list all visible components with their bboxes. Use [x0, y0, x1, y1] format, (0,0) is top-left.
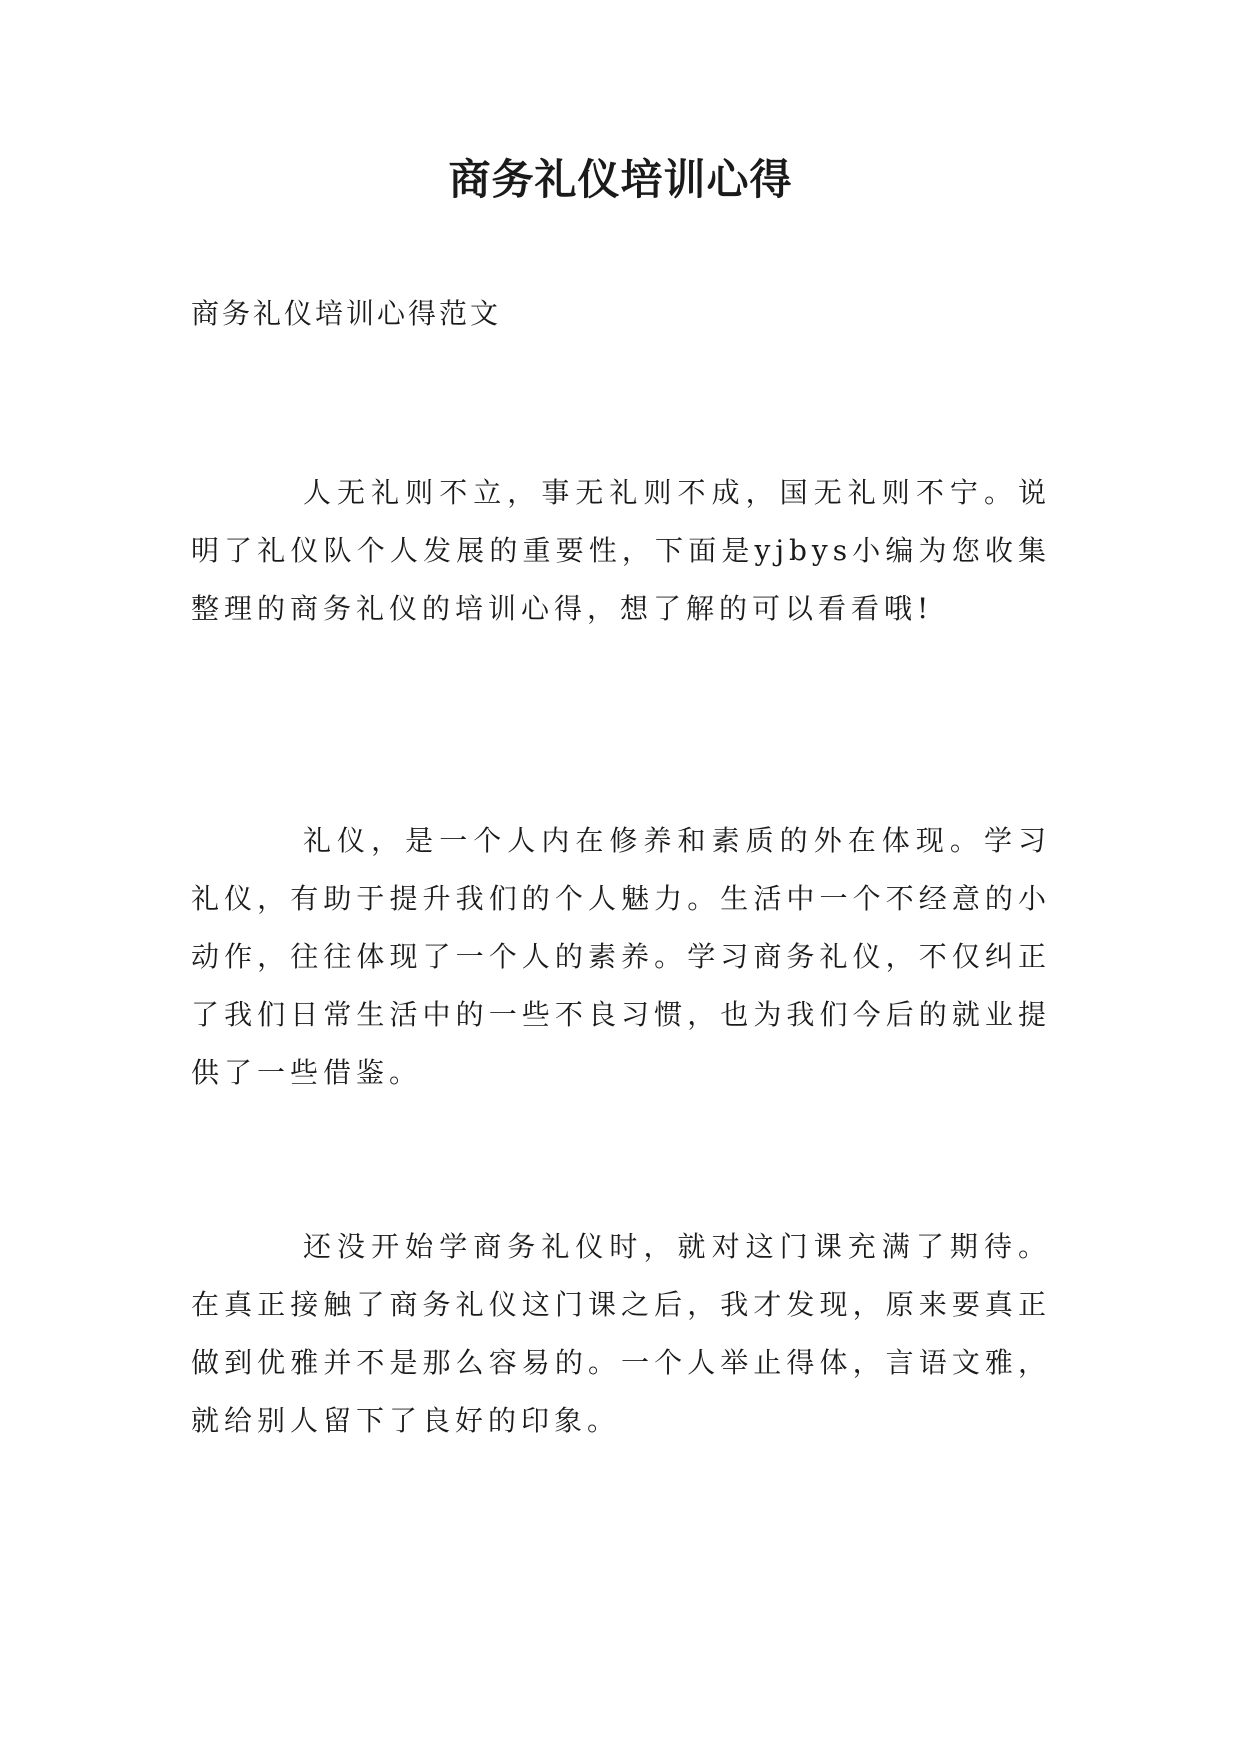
paragraph-intro: 人无礼则不立，事无礼则不成，国无礼则不宁。说明了礼仪队个人发展的重要性，下面是yjbys小编为您收集整理的商务礼仪的培训心得，想了解的可以看看哦! — [191, 476, 1051, 625]
document-title: 商务礼仪培训心得 — [448, 155, 793, 204]
document-subtitle: 商务礼仪培训心得范文 — [191, 297, 502, 330]
paragraph-etiquette: 礼仪，是一个人内在修养和素质的外在体现。学习礼仪，有助于提升我们的个人魅力。生活中一个不经意的小动作，往往体现了一个人的素养。学习商务礼仪，不仅纠正了我们日常生活中的一些不良习惯，也为我们今后的就业提供了一些借鉴。 — [191, 824, 1051, 1089]
paragraph-expectation: 还没开始学商务礼仪时，就对这门课充满了期待。在真正接触了商务礼仪这门课之后，我才发现，原来要真正做到优雅并不是那么容易的。一个人举止得体，言语文雅，就给别人留下了良好的印象。 — [191, 1230, 1051, 1437]
